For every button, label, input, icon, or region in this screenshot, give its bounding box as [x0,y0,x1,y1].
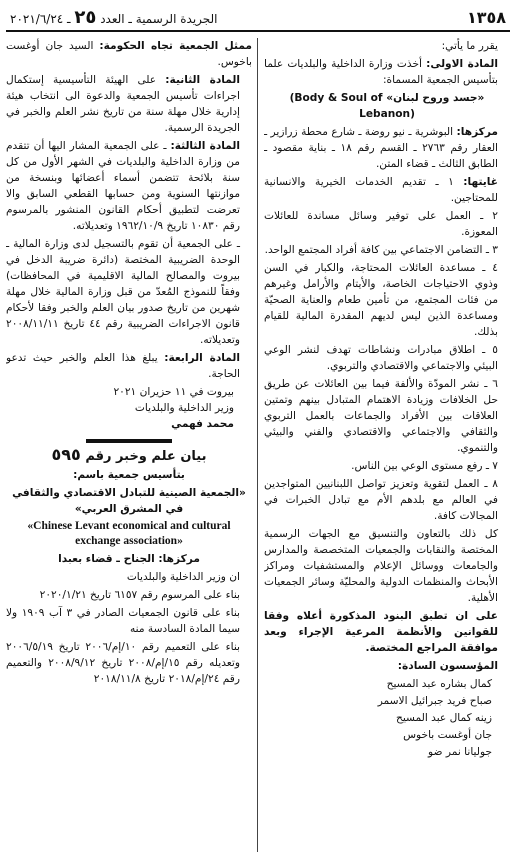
minister-line: ان وزير الداخلية والبلديات [126,571,240,583]
founder-name: زينه كمال عبد المسيح [396,712,492,724]
notice-subtitle: بتأسيس جمعية باسم: [73,469,185,481]
page-header [6,4,510,32]
article-4 [6,350,252,382]
title-prefix: الجريدة الرسمية ـ العدد [100,11,218,26]
article-1-label: المادة الاولى: [426,58,498,70]
page-number: ١٣٥٨ [466,7,506,27]
issue-number: ٢٥ [74,6,97,28]
goal-1-text: ١ ـ تقديم الخدمات الخيرية والانسانية للمحتاجين. [264,176,498,204]
association-headquarters: مركزها: الجناح ـ قضاء بعبدا [58,553,200,565]
minister-name: محمد فهمي [171,418,234,430]
goal-4: ٤ ـ مساعدة العائلات المحتاجة، والكبار في السن وذوي الاحتياجات الخاصة، والأيتام والأرامل وغيرهم من فئات المجتمع، من تأمين طعام والعناية الصحيّة ومساعدة الذين ليس لديهم المقدرة المالية للقيام بذلك. [264,262,498,338]
founder-name: صباح فريد جبرائيل الاسمر [377,695,492,707]
founder-name: جان أوغست باخوس [403,729,492,741]
conditions-clause: على ان تطبق البنود المذكورة أعلاه وفقا للقوانين والأنظمة المرعية الإجراء وبعد موافقة المراجع المختصة. [264,610,498,654]
government-representative [6,38,252,70]
representative-text: السيد جان أوغست باخوس. [6,40,252,68]
article-2-label: المادة الثانية: [165,74,240,86]
association-name-english: «Chinese Levant economical and cultural exchange association» [27,520,231,547]
goal-5: ٥ ـ اطلاق مبادرات ونشاطات تهدف لنشر الوعي البيئي والاجتماعي والاقتصادي والتربوي. [264,344,498,372]
minister-title: وزير الداخلية والبلديات [134,402,234,414]
article-4-label: المادة الرابعة: [164,352,240,364]
representative-label: ممثل الجمعية تجاه الحكومة: [99,40,252,52]
founders-list [264,676,510,760]
legal-basis-1: بناء على المرسوم رقم ٦١٥٧ تاريخ ٢٠٢٠/١/٢١ [39,589,240,601]
article-3 [6,138,252,234]
article-1 [264,56,510,88]
goal-3: ٣ ـ التضامن الاجتماعي بين كافة أفراد المجتمع الواحد. [264,244,498,256]
article-3-text: ـ على الجمعية المشار اليها أن تتقدم من وزارة الداخلية والبلديات في الشهر الأول من كل سنة بلائحة تتضمن أسماء أعضائها وبنسخة من موازنتها السنوية ومن حسابها القطعي السابق والا تعرضت لتطبيق أحكام القانون المنشور بالمرسوم رقم ١٠٨٣٠ تاريخ ١٩٦٢/١٠/٩ وتعديلاته. [6,140,240,232]
right-column [264,38,510,854]
goals-label: غايتها: [463,176,498,188]
article-3-label: المادة الثالثة: [170,140,240,152]
left-column [6,38,252,854]
column-divider [257,38,258,852]
signature-block [6,384,252,432]
goal-6: ٦ ـ نشر المودّة والألفة فيما بين العائلات عن طريق حل الخلافات وزيادة الاهتمام المتبادل بينهم وتمتين العلاقات بين الأفراد والجماعات بالعمل التربوي والثقافي والاجتماعي والاقتصادي والفني والبيئي والتنموي. [264,378,498,454]
goal-1 [264,174,510,206]
headquarters [264,124,510,172]
gazette-title [10,7,218,28]
association-name [264,90,510,122]
article-3-tax: ـ على الجمعية أن تقوم بالتسجيل لدى وزارة المالية ـ الوحدة الضريبية المختصة (دائرة ضريبة الدخل في بيروت والمصالح المالية الاقليمية في المحافظات) وفقاً للنموذج المُعدّ من قبل وزارة المالية خلال مهلة شهرين من تاريخ صدور بيان العلم والخبر وفقا لأحكام قانون الاجراءات الضريبية رقم ٤٤ تاريخ ٢٠٠٨/١١/١١ وتعديلاته. [6,238,240,346]
cooperation-clause: كل ذلك بالتعاون والتنسيق مع الجهات الرسمية المختصة والنقابات والجمعيات المتخصصة والمدارس والجامعات ووسائل الإعلام والمستشفيات ومراكز الأبحاث والمنظمات الدولية والمحليّة وسائر الجمعيات الأهلية. [264,528,498,604]
notice-number: ٥٩٥ [51,445,81,464]
article-2-text: على الهيئة التأسيسية إستكمال اجراءات تأسيس الجمعية والدعوة الى انتخاب هيئة إدارية خلال مهلة سنة من تاريخ نشر العلم والخبر في الجريدة الرسمية. [6,74,240,134]
notice-title-text: بيان علم وخبر رقم [85,449,207,464]
title-date: ـ ٢٠٢١/٦/٢٤ [10,11,71,26]
goal-7: ٧ ـ رفع مستوى الوعي بين الناس. [351,460,498,472]
headquarters-label: مركزها: [456,126,498,138]
article-4-text: يبلغ هذا العلم والخبر حيث تدعو الحاجة. [6,352,240,380]
goal-8: ٨ ـ العمل لتقوية وتعزيز تواصل اللبنانيين المتواجدين في العالم مع بلدهم الأم مع تبادل الخبرات في المجالات كافة. [264,478,498,522]
goal-2: ٢ ـ العمل على توفير وسائل مساندة للعائلات المعوزة. [264,210,498,238]
association-name-arabic: «الجمعية الصينية للتبادل الاقتصادي والثقافي في المشرق العربي» [12,487,246,515]
place-date: بيروت في ١١ حزيران ٢٠٢١ [113,386,234,398]
association-name-ar: «جسد وروح لبنان» [386,92,485,104]
founders-label: المؤسسون السادة: [397,660,498,672]
notice-title [6,447,252,465]
legal-basis-3: بناء على التعميم رقم ١٠/إم/٢٠٠٦ تاريخ ٢٠٠٦/٥/١٩ وتعديله رقم ١٥/إم/٢٠٠٨ تاريخ ٢٠٠٨/٩/١٢ والتعميم رقم ٢٤/إم/٢٠١٨ تاريخ ٢٠١٨/١١/٨ [6,641,240,685]
founder-name: جوليانا نمر ضو [428,746,492,758]
association-name-en: (Body & Soul of Lebanon) [289,92,415,120]
article-2 [6,72,252,136]
article-1-text: أخذت وزارة الداخلية والبلديات علما بتأسيس الجمعية المسماة: [264,58,498,86]
founder-name: كمال بشاره عبد المسيح [386,678,492,690]
legal-basis-2: بناء على قانون الجمعيات الصادر في ٣ آب ١٩٠٩ ولا سيما المادة السادسة منه [6,607,240,635]
headquarters-text: البوشرية ـ نيو روضة ـ شارع محطة زرازير ـ العقار رقم ٢٧٦٣ ـ القسم رقم ١٨ ـ بناية مقصود ـ الطابق الثالث ـ قضاء المتن. [264,126,498,170]
section-separator [86,439,172,443]
decision-intro: يقرر ما يأتي: [441,40,498,52]
